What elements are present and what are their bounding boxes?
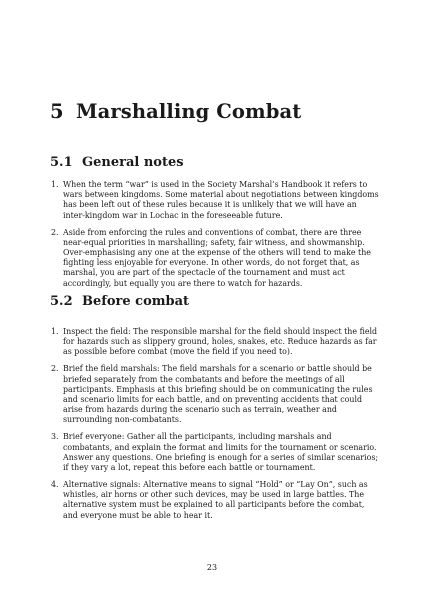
page-number: 23 xyxy=(206,563,218,572)
list-item-text: Brief the field marshals: The field marshals for a scenario or battle should be briefed separately from the combatants and before the meetings of all participants. Emphasis at this briefing should be on communicating the rules and scenario limits for each battle, and on preventing accidents that could arise from hazards during the scenario such as terrain, weather and surrounding non-combatants. xyxy=(63,364,373,425)
list-item-number: 4. xyxy=(51,480,59,490)
section-title-text: Before combat xyxy=(82,294,190,309)
section-title-text: General notes xyxy=(82,155,184,170)
list-item xyxy=(50,228,380,289)
chapter-number: 5 xyxy=(50,100,64,123)
list-item-number: 2. xyxy=(51,364,59,374)
list-item-text: Alternative signals: Alternative means to signal “Hold” or “Lay On”, such as whistles, air horns or other such devices, may be used in large battles. The alternative system must be explained to all participants before the combat, and everyone must be able to hear it. xyxy=(63,480,368,520)
list-item-text: Inspect the field: The responsible marshal for the field should inspect the field for hazards such as slippery ground, holes, snakes, etc. Reduce hazards as far as possible before combat (move the field if you need to). xyxy=(63,327,378,357)
list-item-number: 1. xyxy=(51,327,59,336)
section-number: 5.1 xyxy=(50,155,73,170)
section-number: 5.2 xyxy=(50,294,73,309)
list-item-number: 3. xyxy=(51,432,59,442)
before-combat-list xyxy=(50,327,380,528)
list-item xyxy=(50,327,380,358)
list-item-number: 1. xyxy=(51,180,59,189)
section-heading-general-notes xyxy=(50,155,184,170)
chapter-title-text: Marshalling Combat xyxy=(76,100,302,123)
list-item xyxy=(50,180,380,221)
list-item-text: Aside from enforcing the rules and conventions of combat, there are three near-equal priorities in marshalling; safety, fair witness, and showmanship. Over-emphasising any one at the expense of the others will tend to make the fighting less enjoyable for everyone. In other words, do not forget that, as marshal, you are part of the spectacle of the tournament and must act accordingly, but equally you are there to watch for hazards. xyxy=(63,227,371,288)
list-item-text: Brief everyone: Gather all the participants, including marshals and combatants, and explain the format and limits for the tournament or scenario. Answer any questions. One briefing is enough for a series of similar scenarios; if they vary a lot, repeat this before each battle or tournament. xyxy=(63,432,379,473)
list-item xyxy=(50,432,380,473)
list-item xyxy=(50,480,380,521)
list-item-text: When the term “war” is used in the Society Marshal’s Handbook it refers to wars between kingdoms. Some material about negotiations between kingdoms has been left out of these rules because it is unlikely that we will have an inter-kingdom war in Lochac in the foreseeable future. xyxy=(63,180,379,220)
general-notes-list xyxy=(50,180,380,296)
list-item xyxy=(50,364,380,425)
chapter-title xyxy=(50,100,301,123)
section-heading-before-combat xyxy=(50,294,189,309)
list-item-number: 2. xyxy=(51,227,59,237)
